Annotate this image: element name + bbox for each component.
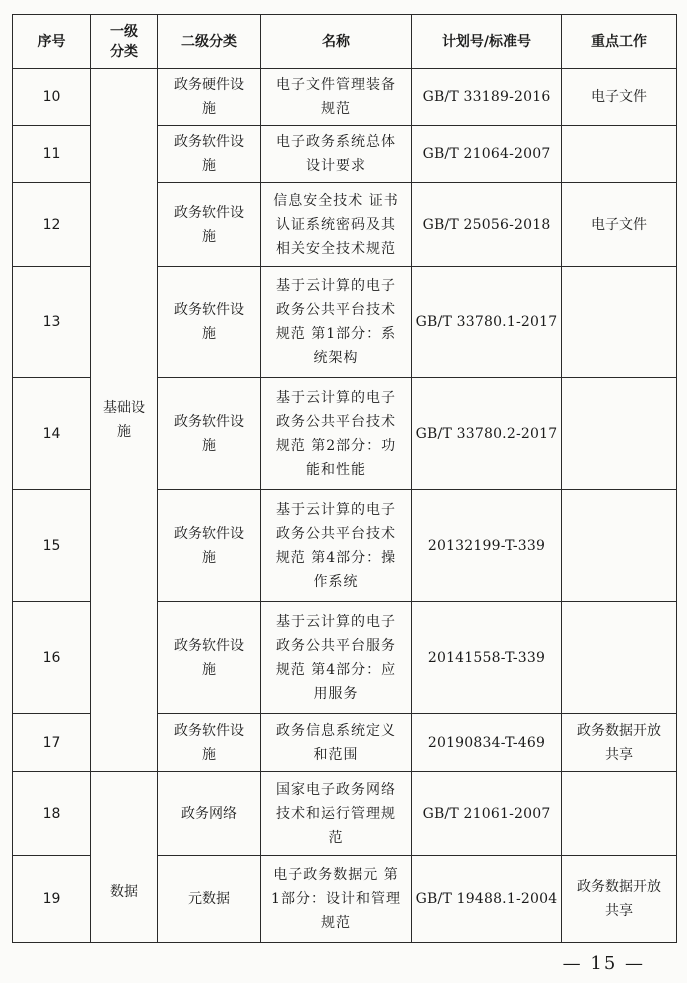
table-header-row [13, 15, 677, 69]
row-cat2: 政务网络 [158, 772, 261, 856]
header-cat2: 二级分类 [158, 15, 261, 69]
row-code: 20141558-T-339 [412, 602, 562, 714]
table-row [13, 69, 677, 126]
row-focus: 政务数据开放 共享 [562, 856, 677, 943]
header-cat1: 一级 分类 [91, 15, 158, 69]
row-name: 基于云计算的电子 政务公共平台服务 规范 第4部分：应 用服务 [261, 602, 412, 714]
row-focus [562, 772, 677, 856]
row-code: GB/T 21061-2007 [412, 772, 562, 856]
row-code: GB/T 25056-2018 [412, 183, 562, 267]
row-name: 国家电子政务网络 技术和运行管理规 范 [261, 772, 412, 856]
row-seq: 15 [13, 490, 91, 602]
row-focus [562, 267, 677, 378]
row-cat2: 政务硬件设 施 [158, 69, 261, 126]
row-focus [562, 378, 677, 490]
row-name: 电子政务系统总体 设计要求 [261, 126, 412, 183]
row-code: GB/T 33189-2016 [412, 69, 562, 126]
header-name: 名称 [261, 15, 412, 69]
row-cat2: 政务软件设 施 [158, 602, 261, 714]
row-code: GB/T 21064-2007 [412, 126, 562, 183]
row-name: 电子文件管理装备 规范 [261, 69, 412, 126]
row-cat2: 元数据 [158, 856, 261, 943]
row-focus: 电子文件 [562, 183, 677, 267]
row-seq: 12 [13, 183, 91, 267]
row-cat2: 政务软件设 施 [158, 267, 261, 378]
row-cat2: 政务软件设 施 [158, 490, 261, 602]
standards-table [12, 14, 677, 943]
row-name: 政务信息系统定义 和范围 [261, 714, 412, 772]
row-focus: 电子文件 [562, 69, 677, 126]
row-focus: 政务数据开放 共享 [562, 714, 677, 772]
row-name: 电子政务数据元 第 1部分：设计和管理 规范 [261, 856, 412, 943]
row-seq: 17 [13, 714, 91, 772]
table-row [13, 772, 677, 856]
row-code: 20190834-T-469 [412, 714, 562, 772]
row-seq: 13 [13, 267, 91, 378]
row-name: 基于云计算的电子 政务公共平台技术 规范 第4部分：操 作系统 [261, 490, 412, 602]
row-seq: 10 [13, 69, 91, 126]
header-seq: 序号 [13, 15, 91, 69]
row-focus [562, 602, 677, 714]
row-name: 基于云计算的电子 政务公共平台技术 规范 第2部分：功 能和性能 [261, 378, 412, 490]
row-seq: 16 [13, 602, 91, 714]
category-data: 数据 [91, 772, 158, 943]
row-cat2: 政务软件设 施 [158, 714, 261, 772]
row-seq: 11 [13, 126, 91, 183]
page-number: — 15 — [562, 953, 645, 974]
row-focus [562, 126, 677, 183]
row-focus [562, 490, 677, 602]
header-code: 计划号/标准号 [412, 15, 562, 69]
row-seq: 19 [13, 856, 91, 943]
row-name: 信息安全技术 证书 认证系统密码及其 相关安全技术规范 [261, 183, 412, 267]
row-cat2: 政务软件设 施 [158, 378, 261, 490]
row-cat2: 政务软件设 施 [158, 126, 261, 183]
row-code: 20132199-T-339 [412, 490, 562, 602]
row-seq: 18 [13, 772, 91, 856]
row-cat2: 政务软件设 施 [158, 183, 261, 267]
row-code: GB/T 33780.2-2017 [412, 378, 562, 490]
row-name: 基于云计算的电子 政务公共平台技术 规范 第1部分：系 统架构 [261, 267, 412, 378]
category-infra: 基础设 施 [91, 69, 158, 772]
row-seq: 14 [13, 378, 91, 490]
header-focus: 重点工作 [562, 15, 677, 69]
row-code: GB/T 33780.1-2017 [412, 267, 562, 378]
row-code: GB/T 19488.1-2004 [412, 856, 562, 943]
